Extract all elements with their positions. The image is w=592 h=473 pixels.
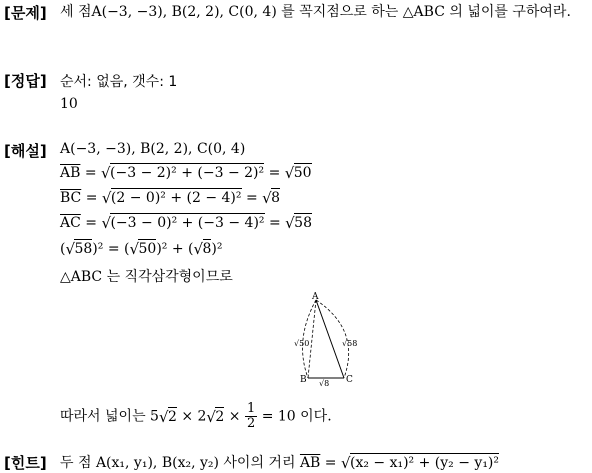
label-side-bc: √8 xyxy=(319,379,330,388)
pyth-c: 8 xyxy=(202,241,212,257)
hint-eq: = xyxy=(320,455,341,471)
answer-value: 10 xyxy=(60,96,78,112)
pythagoras-line: ( √ 58)² = ( √ 50)² + ( √ 8)² xyxy=(60,241,223,257)
hint-line xyxy=(60,452,499,472)
ab-value: 50 xyxy=(293,165,312,181)
distance-ab-line: $\overline{AB}$ = √ (−3 − 2)² + (−3 − 2)² = √ 50 xyxy=(60,165,312,181)
vertex-b: B xyxy=(300,375,307,385)
hint-prefix: 두 점 A(x₁, y₁), B(x₂, y₂) 사이의 거리 xyxy=(60,455,300,471)
vertex-c: C xyxy=(346,375,353,385)
distance-bc-line: $\overline{BC}$ = √ (2 − 0)² + (2 − 4)² = √ 8 xyxy=(60,190,280,206)
pyth-b: 50 xyxy=(138,241,157,257)
answer-meta: 순서: 없음, 갯수: 1 xyxy=(60,74,178,90)
problem-text: 세 점A(−3, −3), B(2, 2), C(0, 4) 를 꼭지점으로 하는 △ABC 의 넓이를 구하여라. xyxy=(60,4,571,20)
solution-points: A(−3, −3), B(2, 2), C(0, 4) xyxy=(60,141,246,157)
half-fraction xyxy=(245,402,257,431)
label-side-ab: √50 xyxy=(294,339,310,348)
area-suffix: = 10 이다. xyxy=(257,408,332,425)
bc-radicand: (2 − 0)² + (2 − 4)² xyxy=(110,190,242,206)
fraction-numerator: 1 xyxy=(246,401,256,416)
problem-label: [문제] xyxy=(4,4,47,22)
area-root-1: 2 xyxy=(167,408,177,425)
ac-value: 58 xyxy=(294,215,312,231)
segment-ac: $\overline{AC}$ xyxy=(60,215,81,231)
ab-radicand: (−3 − 2)² + (−3 − 2)² xyxy=(110,165,265,181)
label-side-ac: √58 xyxy=(342,339,358,348)
right-triangle-statement: △ABC 는 직각삼각형이므로 xyxy=(60,269,233,285)
segment-ab: $\overline{AB}$ xyxy=(60,165,81,181)
hint-label: [힌트] xyxy=(4,454,47,472)
hint-radicand: (x₂ − x₁)² + (y₂ − y₁)² xyxy=(349,455,500,471)
bc-value: 8 xyxy=(271,190,281,206)
fraction-denominator: 2 xyxy=(246,416,256,431)
vertex-a: A xyxy=(312,292,319,302)
area-line xyxy=(60,402,332,431)
area-times: × xyxy=(224,408,245,425)
pyth-a: 58 xyxy=(74,241,93,257)
solution-label: [해설] xyxy=(4,142,47,160)
hint-segment: $\overline{AB}$ xyxy=(299,455,321,471)
side-ac-line xyxy=(316,300,344,378)
area-mid: × 2 xyxy=(176,408,207,425)
ac-radicand: (−3 − 0)² + (−3 − 4)² xyxy=(110,215,265,231)
triangle-figure xyxy=(286,290,366,390)
segment-bc: $\overline{BC}$ xyxy=(60,190,82,206)
area-prefix: 따라서 넓이는 5 xyxy=(60,408,159,425)
area-root-2: 2 xyxy=(215,408,225,425)
answer-label: [정답] xyxy=(4,72,47,90)
distance-ac-line: $\overline{AC}$ = √ (−3 − 0)² + (−3 − 4)² = √ 58 xyxy=(60,215,312,231)
